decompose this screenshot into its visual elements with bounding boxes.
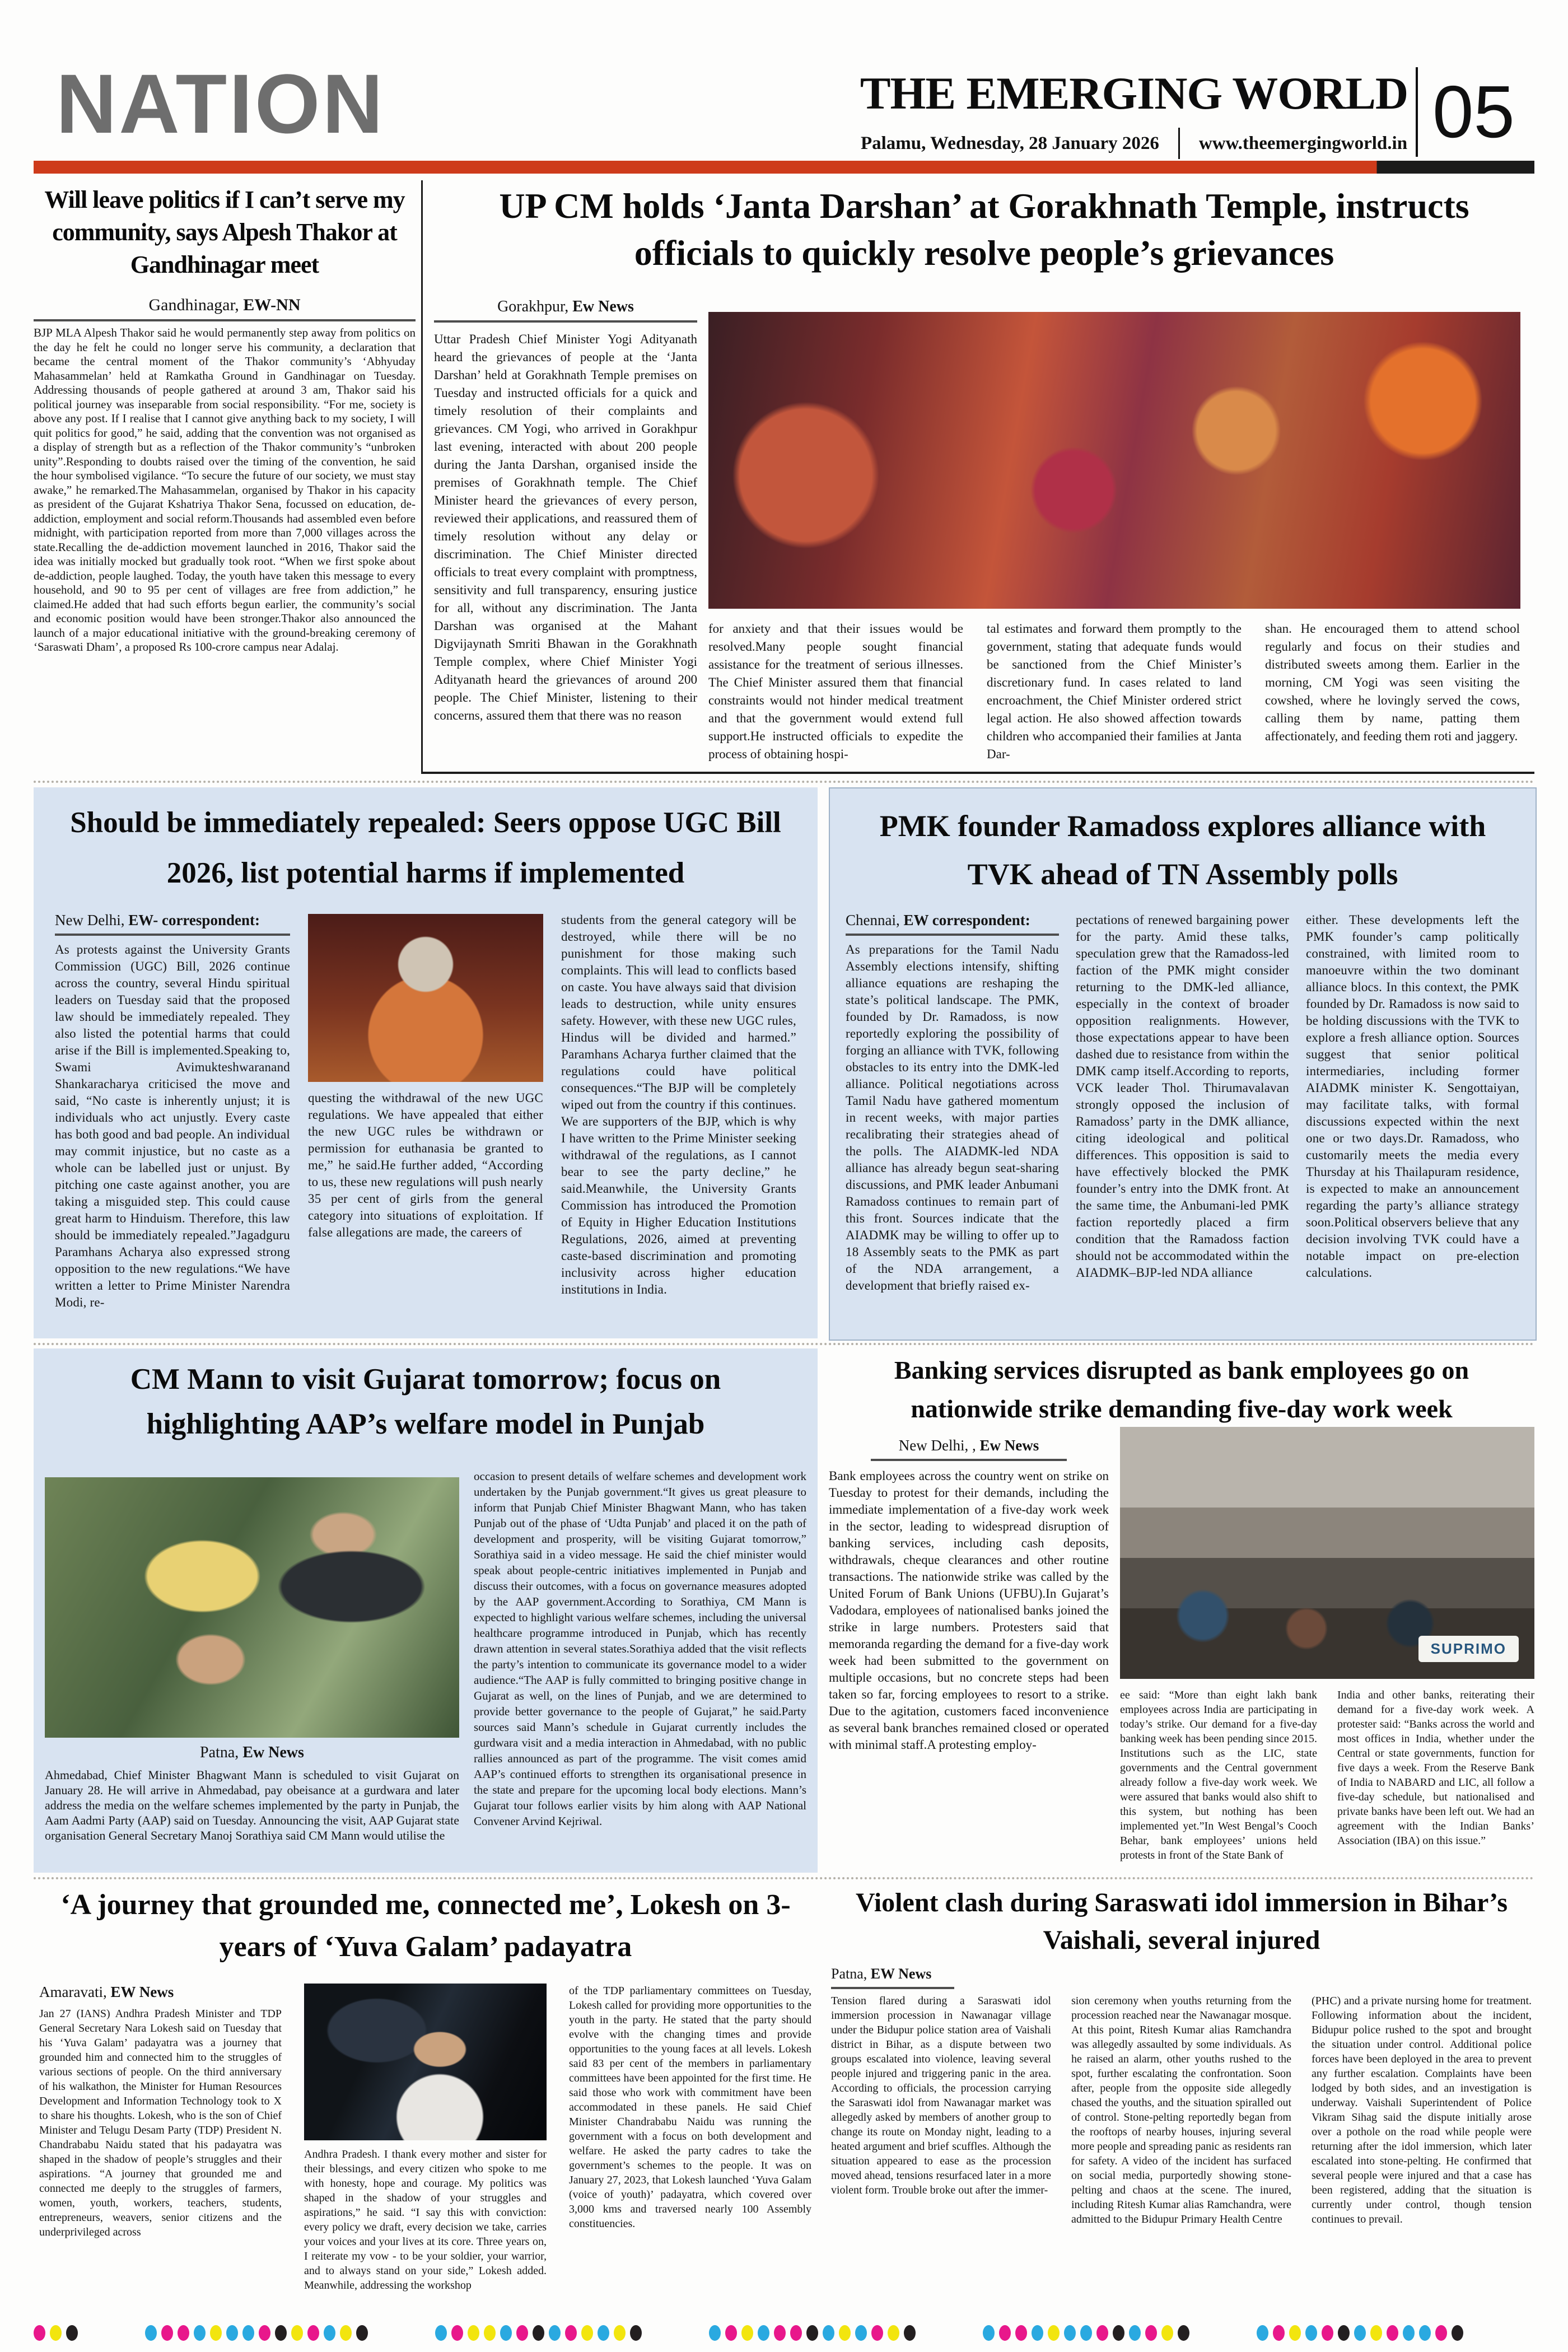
cmyk-dot-icon: [50, 2325, 62, 2341]
cmyk-dot-group: [709, 2325, 916, 2341]
cmyk-dot-icon: [516, 2325, 528, 2341]
cmyk-dot-icon: [790, 2325, 802, 2341]
cmyk-dot-group: [435, 2325, 642, 2341]
lokesh-col2-wrap: [304, 1984, 547, 2320]
clash-col2: sion ceremony when youths returning from the procession reached near the Nawanagar mosque. At this point, Ritesh Kumar alias Ramchandra was allegedly assaulted by some individuals. As he raised an alarm, other youths rushed to the spot, further escalating the confrontation. Soon after, people from the opposite side allegedly chased the youths, and the situation spiralled out of control. Stone-pelting reportedly began from the rooftops of nearby houses, injuring several more people and spreading panic as residents ran for safety. A video of the incident has surfaced on social media, purportedly showing stone-pelting and chaos at the scene. The inured, including Ritesh Kumar alias Ramchandra, were admitted to the Bidupur Primary Health Centre: [1071, 1995, 1291, 2225]
upcm-bottom-rule: [423, 772, 1534, 774]
lokesh-byline: Amaravati, EW News: [39, 1984, 174, 2000]
ugc-byline: New Delhi, EW- correspondent:: [55, 912, 260, 928]
pmk-col3: either. These developments left the PMK founder’s camp politically constrained, with limited room to manoeuvre within the two dominant alliance blocs. In this context, the PMK founded by Dr. Ramadoss is now said to be holding discussions with the TVK to explore a fresh alliance option. Sources suggest that senior political intermediaries, including former AIADMK minister K. Sengottaiyan, may facilitate talks, with formal discussions expected within the next one or two days.Dr. Ramadoss, who customarily meets the media every Thursday at his Thailapuram residence, is expected to make an announcement regarding the party’s alliance strategy soon.Political observers believe that any decision involving TVK could have a notable impact on pre-election calculations.: [1306, 913, 1519, 1280]
cmyk-dot-icon: [468, 2325, 479, 2341]
separator-dotted-1: [34, 781, 1534, 783]
cmyk-dot-icon: [500, 2325, 512, 2341]
upcm-byline-rule: [434, 320, 697, 323]
pmk-byline: Chennai, EW correspondent:: [846, 912, 1030, 928]
cmyk-dot-icon: [614, 2325, 626, 2341]
thakor-byline-rule: [34, 319, 416, 321]
cmyk-dot-icon: [451, 2325, 463, 2341]
cmyk-dot-icon: [1096, 2325, 1108, 2341]
upcm-headline: UP CM holds ‘Janta Darshan’ at Gorakhnath Temple, instructs officials to quickly resolve people’s grievances: [499, 186, 1469, 273]
header-accent-bar: [34, 161, 1534, 174]
upcm-col1: Uttar Pradesh Chief Minister Yogi Adityanath heard the grievances of people at the ‘Janta Darshan’ held at Gorakhnath Temple premises on Tuesday and instructed officials for a quick and timely resolution of their complaints and grievances. CM Yogi, who arrived in Gorakhpur last evening, interacted with about 200 people during the Janta Darshan, organised inside the premises of Gorakhnath temple. The Chief Minister heard the grievances of every person, reviewed their applications, and reassured them of timely resolution without any delay or discrimination. The Chief Minister directed officials to treat every complaint with promptness, sensitivity and full transparency, ensuring justice for all, without any discrimination. The Janta Darshan was organised at the Mahant Digvijaynath Smriti Bhawan in the Gorakhnath Temple complex, where Chief Minister Yogi Adityanath heard the grievances of around 200 people. The Chief Minister, listening to their concerns, assured them that there was no reason: [434, 332, 697, 722]
cmyk-dot-icon: [1387, 2325, 1398, 2341]
clash-headline: Violent clash during Saraswati idol immersion in Bihar’s Vaishali, several injured: [855, 1888, 1508, 1956]
cmyk-dot-icon: [435, 2325, 447, 2341]
cmyk-dot-icon: [1273, 2325, 1285, 2341]
clash-col1: Tension flared during a Saraswati idol immersion procession in Nawanagar village under the Bidupur police station area of Vaishali district in Bihar, as a dispute between two groups escalated into violence, leaving several people injured and triggering panic in the area. According to officials, the procession carrying the Saraswati idol from Nawanagar market was allegedly asked by members of another group to change its route on Monday night, leading to a heated argument and brief scuffles. Although the situation appeared to ease as the procession moved ahead, tensions resurfaced later in a more violent form. Trouble broke out after the immer-: [831, 1995, 1051, 2196]
ugc-col2: questing the withdrawal of the new UGC regulations. We have appealed that either the new UGC rules be withdrawn or permission for euthanasia be granted to me,” he said.He further added, “According to us, these new regulations will push nearly 35 per cent of girls from the general category into situations of exploitation. If false allegations are made, the careers of: [308, 1091, 543, 1239]
cmyk-dot-icon: [1305, 2325, 1317, 2341]
cmyk-dot-icon: [356, 2325, 368, 2341]
ugc-col1: As protests against the University Grants Commission (UGC) Bill, 2026 continue across the country, several Hindu spiritual leaders on Tuesday said that the proposed law should be immediately repealed. They also listed the potential harms that could arise if the Bill is implemented.Speaking to, Swami Avimukteshwaranand Shankaracharya criticised the move and said, “No caste is inherently unjust; it is individuals who act unjustly. Every caste has both good and bad people. An individual may commit injustice, but no caste as a whole can be labelled just or unjust. By pitching one caste against another, you are taking a misguided step. This could cause great harm to Hinduism. Therefore, this law should be immediately repealed.”Jagadguru Paramhans Acharya also expressed strong opposition to the new regulations.“We have written a letter to Prime Minister Narendra Modi, re-: [55, 942, 290, 1309]
article-pmk: [829, 787, 1537, 1341]
pmk-cols: [846, 912, 1520, 1320]
cmyk-dot-icon: [145, 2325, 157, 2341]
cmyk-dot-icon: [210, 2325, 222, 2341]
cmyk-dot-icon: [194, 2325, 206, 2341]
ugc-col2-wrap: [308, 912, 543, 1327]
page-number-block: [1416, 67, 1515, 157]
cmyk-dot-icon: [871, 2325, 883, 2341]
lokesh-headline: ‘A journey that grounded me, connected me’, Lokesh on 3-years of ‘Yuva Galam’ padayatra: [60, 1889, 791, 1963]
cmyk-dot-icon: [66, 2325, 78, 2341]
cmyk-dot-icon: [259, 2325, 270, 2341]
seer-photo: [308, 914, 543, 1082]
cmyk-dot-icon: [725, 2325, 737, 2341]
clash-col3: (PHC) and a private nursing home for treatment. Following information about the incident, Bidupur police rushed to the spot and brought the situation under control. Additional police forces have been deployed in the area to prevent any further escalation. Complaints have been lodged by both sides, and an investigation is underway. Vaishali Superintendent of Police Vikram Sihag said the dispute initially arose over a pothole on the road while people were returning after the idol immersion, which later escalated into stone-pelting. He confirmed that several people were injured and that a case has been registered, adding that the situation is currently under control, though tension continues to prevail.: [1312, 1995, 1532, 2225]
separator-dotted-2: [34, 1343, 1534, 1345]
cmyk-dot-icon: [741, 2325, 753, 2341]
thakor-body: BJP MLA Alpesh Thakor said he would permanently step away from politics on the day he felt he could no longer serve his community, a declaration that became the central moment of the Thakor community’s ‘Abhyuday Mahasammelan’ held at Ramkatha Ground in Gandhinagar on Tuesday. Addressing thousands of people gathered at around 3 am, Thakor said his political journey was inseparable from social responsibility. “For me, society is above any post. If I realise that I cannot give anything back to my society, I will quit politics for good,” he said, adding that the convention was not organised as a display of strength but as a reflection of the Thakor community’s “unbroken unity”.Responding to doubts raised over the timing of the convention, he said the hour symbolised vigilance. “To secure the future of our society, we must stay awake,” he remarked.The Mahasammelan, organised by Thakor in his capacity as president of the Gujarat Kshatriya Thakor Sena, focussed on education, de-addiction, employment and social reform.Thousands had assembled even before midnight, with participation reported from more than 7,000 villages across the state.Recalling the de-addiction movement launched in 2016, Thakor said the idea was initially mocked but gradually took root. “When we first spoke about de-addiction, people laughed. Today, the youth have taken this message to every household, and 90 to 95 per cent of villages are free from addiction,” he claimed.He added that had such efforts begun earlier, the community’s social and economic position would have been stronger.Thakor also announced the launch of a major educational initiative with the ground-breaking ceremony of ‘Saraswati Dham’, a proposed Rs 100-crore campus near Adalaj.: [34, 326, 416, 654]
article-thakor: [34, 180, 416, 775]
cmyk-dot-icon: [983, 2325, 995, 2341]
cmyk-dot-icon: [1113, 2325, 1124, 2341]
article-lokesh: [34, 1884, 818, 2324]
ugc-col1-wrap: [55, 912, 290, 1327]
separator-dotted-3: [34, 1877, 1534, 1879]
pmk-headline: PMK founder Ramadoss explores alliance with TVK ahead of TN Assembly polls: [879, 809, 1486, 892]
cmyk-dot-icon: [307, 2325, 319, 2341]
cmyk-dot-icon: [1064, 2325, 1076, 2341]
lokesh-col3: of the TDP parliamentary committees on Tuesday, Lokesh called for providing more opportunities to the youth in the party. He stated that the party should evolve with the changing times and provide opportunities to the young faces at all levels. Lokesh said 83 per cent of the members in parliamentary committees have been appointed for the first time. He said those who work with commitment have been accommodated in these panels. He said Chief Minister Chandrababu Naidu was running the government with a focus on both development and welfare. He asked the party cadres to take the government’s schemes to the people. It was on January 27, 2023, that Lokesh launched ‘Yuva Galam (voice of youth)’ padayatra, which covered over 3,000 kms and traversed nearly 100 Assembly constituencies.: [569, 1985, 811, 2230]
cmyk-dot-icon: [758, 2325, 769, 2341]
cmyk-dot-icon: [855, 2325, 867, 2341]
cmyk-dot-group: [1257, 2325, 1463, 2341]
cmyk-dot-icon: [1354, 2325, 1366, 2341]
footer-dots: [34, 2325, 1534, 2341]
clash-byline-rule: [831, 1987, 954, 1989]
pmk-byline-rule: [846, 934, 1059, 936]
cmyk-dot-icon: [904, 2325, 916, 2341]
cmyk-dot-icon: [291, 2325, 303, 2341]
article-ugc: [34, 787, 818, 1338]
janta-darshan-photo: [708, 312, 1520, 609]
lokesh-col1: Jan 27 (IANS) Andhra Pradesh Minister and TDP General Secretary Nara Lokesh said on Tuesday that his ‘Yuva Galam’ padayatra was a journey that grounded him and connected him to the struggles of various sections of people. On the third anniversary of his walkathon, the Minister for Human Resources Development and Information Technology took to X to share his thoughts. Lokesh, who is the son of Chief Minister and Telugu Desam Party (TDP) President N. Chandrababu Naidu stated that his padayatra was shaped in the shadow of people’s struggles and their aspirations. “A journey that grounded me and connected me deeply to the struggles of farmers, women, youth, workers, teachers, students, entrepreneurs, weavers, senior citizens and the underprivileged across: [39, 2008, 282, 2238]
banking-col2: ee said: “More than eight lakh bank employees across India are participating in today’s strike. Our demand for a five-day banking week has been pending since 2015. Institutions such as the LIC, state governments and the Central government already follow a five-day work week. We were assured that banks would also shift to this system, but nothing has been implemented yet.”In West Bengal’s Cooch Behar, bank employees’ unions held protests in front of the State Bank of: [1120, 1689, 1317, 1861]
upcm-col4: shan. He encouraged them to attend school regularly and focus on their studies and distributed sweets among them. Earlier in the morning, CM Yogi was seen visiting the cowshed, where he lovingly served the cows, calling them by name, patting them affectionately, and feeding them roti and jaggery.: [1265, 622, 1520, 743]
ugc-headline: Should be immediately repealed: Seers oppose UGC Bill 2026, list potential harms if implemented: [70, 806, 781, 890]
cmyk-dot-icon: [774, 2325, 786, 2341]
banking-lower-cols: [1120, 1688, 1534, 1870]
cmyk-dot-icon: [533, 2325, 544, 2341]
cmyk-dot-icon: [226, 2325, 238, 2341]
website-url: www.theemergingworld.in: [1198, 133, 1408, 153]
banking-byline: New Delhi, , Ew News: [898, 1437, 1039, 1454]
thakor-headline: Will leave politics if I can’t serve my community, says Alpesh Thakor at Gandhinagar meet: [44, 186, 405, 279]
pmk-col1-wrap: [846, 912, 1059, 1320]
cmyk-dot-icon: [275, 2325, 287, 2341]
ugc-byline-rule: [55, 934, 290, 936]
upcm-col3: tal estimates and forward them promptly to the government, stating that adequate funds would be sanctioned from the Chief Minister’s discretionary fund. In cases related to land encroachment, the Chief Minister ordered strict legal action. He also showed affection towards children who accompanied their families at Janta Dar-: [987, 622, 1242, 761]
cmyk-dot-icon: [598, 2325, 609, 2341]
cmyk-dot-icon: [630, 2325, 642, 2341]
cmyk-dot-icon: [806, 2325, 818, 2341]
cmyk-dot-icon: [709, 2325, 721, 2341]
cmyk-dot-icon: [242, 2325, 254, 2341]
bank-photo-sign: SUPRIMO: [1418, 1636, 1519, 1662]
banking-headline: Banking services disrupted as bank employees go on nationwide strike demanding five-day work week: [894, 1356, 1469, 1423]
cmyk-dot-icon: [999, 2325, 1011, 2341]
cmyk-dot-icon: [1015, 2325, 1027, 2341]
cmyk-dot-icon: [1370, 2325, 1382, 2341]
mann-photo: [45, 1477, 459, 1738]
cmyk-dot-icon: [1161, 2325, 1173, 2341]
cmyk-dot-group: [145, 2325, 368, 2341]
column-divider: [421, 180, 423, 774]
cmyk-dot-icon: [1435, 2325, 1447, 2341]
lokesh-col2: Andhra Pradesh. I thank every mother and sister for their blessings, and every citizen who spoke to me with honesty, hope and courage. My politics was shaped in the shadow of your struggles and aspirations,” he said. “I say this with conviction: every policy we draft, every decision we take, carries your voices and your lives at its core. Three years on, I reiterate my vow - to be your soldier, your warrior, and to always stand on your side,” Lokesh added. Meanwhile, addressing the workshop: [304, 2148, 547, 2292]
masthead-block: [857, 67, 1411, 159]
lokesh-col1-wrap: [39, 1984, 282, 2320]
banking-byline-rule: [871, 1459, 1067, 1461]
cmyk-dot-icon: [34, 2325, 45, 2341]
cmyk-dot-icon: [484, 2325, 496, 2341]
mann-col-right: occasion to present details of welfare schemes and development work undertaken by the Punjab government.“It gives us great pleasure to inform that Punjab Chief Minister Bhagwant Mann, who has taken Punjab out of the phase of ‘Udta Punjab’ and placed it on the path of development and prosperity, will be visiting Gujarat tomorrow,” Sorathiya said in a video message. He said the chief minister would speak about people-centric initiatives implemented in Punjab and discuss their outcomes, with a focus on governance measures adopted by the AAP government.According to Sorathiya, CM Mann is expected to highlight various welfare schemes, including the universal healthcare programme introduced in Punjab, which has recently drawn attention in several states.Sorathiya added that the visit reflects the party’s intention to communicate its governance model to a wider audience.“The AAP is fully committed to bringing positive change in Gujarat as well, on the lines of Punjab, and we are determined to provide better governance to the people of Gujarat,” he said.Party sources said Mann’s schedule in Gujarat currently includes the gurdwara visit and a media interaction in Ahmedabad, with no public rallies announced as part of the programme. The visit comes amid AAP’s continued efforts to strengthen its organisational presence in the state and prepare for the upcoming local body elections. Mann’s Gujarat tour follows earlier visits by him along with AAP National Convener Arvind Kejriwal.: [474, 1469, 806, 1828]
clash-cols: [831, 1994, 1532, 2318]
ugc-cols: [55, 912, 796, 1327]
cmyk-dot-icon: [1080, 2325, 1092, 2341]
cmyk-dot-icon: [340, 2325, 352, 2341]
cmyk-dot-icon: [178, 2325, 189, 2341]
thakor-byline: Gandhinagar, EW-NN: [148, 296, 301, 315]
bank-strike-photo: [1120, 1427, 1534, 1679]
upcm-col1-wrap: [434, 298, 697, 778]
pmk-col2: pectations of renewed bargaining power for the party. Amid these talks, speculation grew that the Ramadoss-led faction of the PMK might consider returning to the DMK-led alliance, especially in the context of broader opposition realignments. However, those expectations appear to have been dashed due to resistance from within the DMK camp itself.According to reports, VCK leader Thol. Thirumavalavan strongly opposed the inclusion of Ramadoss’ party in the DMK alliance, citing ideological and political differences. This opposition is said to have effectively blocked the PMK founder’s entry into the DMK front. At the same time, the Anbumani-led PMK faction reportedly placed a firm condition that the Ramadoss faction should not be accommodated within the AIADMK–BJP-led NDA alliance: [1076, 913, 1289, 1280]
cmyk-dot-icon: [1257, 2325, 1268, 2341]
article-clash: [829, 1884, 1534, 2324]
ugc-col3: students from the general category will be destroyed, while there will be no punishment for those making such complaints. This will lead to conflicts based on caste. You have always said that division leads to destruction, while unity ensures safety. However, with these new UGC rules, Hindus will be divided and harmed.” Paramhans Acharya further claimed that the regulations could have political consequences.“The BJP will be completely wiped out from the country if this continues. We are supporters of the BJP, which is why I have written to the Prime Minister seeking withdrawal of the regulations, as I cannot bear to see the party decline,” he said.Meanwhile, the University Grants Commission has introduced the Promotion of Equity in Higher Education Institutions Regulations, 2026, aimed at preventing caste-based discrimination and promoting inclusivity across higher education institutions in India.: [561, 913, 796, 1296]
mann-photo-credit: Patna, Ew News: [200, 1744, 304, 1761]
banking-col3: India and other banks, reiterating their demand for a five-day work week. A protester said: “Banks across the world and most offices in India, whether under the Central or state governments, function for five days a week. From the Reserve Bank of India to NABARD and LIC, all follow a five-day schedule, but nationalised and private banks have been left out. We had an agreement with the Indian Banks’ Association (IBA) on this issue.”: [1337, 1689, 1534, 1847]
cmyk-dot-icon: [888, 2325, 899, 2341]
article-upcm: [434, 180, 1534, 774]
cmyk-dot-group: [983, 2325, 1189, 2341]
cmyk-dot-icon: [1145, 2325, 1157, 2341]
masthead-title: THE EMERGING WORLD: [860, 68, 1408, 119]
cmyk-dot-icon: [1403, 2325, 1415, 2341]
article-banking: [829, 1348, 1534, 1873]
cmyk-dot-group: [34, 2325, 78, 2341]
cmyk-dot-icon: [1452, 2325, 1463, 2341]
banking-col1: Bank employees across the country went on strike on Tuesday to protest for their demands, including the immediate implementation of a five-day work week in the sector, leading to widespread disruption of banking services, including cash deposits, withdrawals, cheque clearances and other routine transactions. The nationwide strike was called by the United Forum of Bank Unions (UFBU).In Gujarat’s Vadodara, employees of nationalised banks joined the strike in large numbers. Protesters said that memoranda regarding the demand for a five-day work week had been submitted to the government on multiple occasions, but no concrete steps had been taken so far, forcing employees to resort to a strike. Due to the agitation, customers faced inconvenience as several bank branches remained closed or operated with minimal staff.A protesting employ-: [829, 1469, 1109, 1752]
cmyk-dot-icon: [1289, 2325, 1301, 2341]
cmyk-dot-icon: [1129, 2325, 1141, 2341]
cmyk-dot-icon: [1322, 2325, 1333, 2341]
cmyk-dot-icon: [1419, 2325, 1431, 2341]
lokesh-photo: [304, 1984, 547, 2140]
cmyk-dot-icon: [549, 2325, 561, 2341]
cmyk-dot-icon: [839, 2325, 851, 2341]
cmyk-dot-icon: [1338, 2325, 1350, 2341]
mann-col-below: Ahmedabad, Chief Minister Bhagwant Mann is scheduled to visit Gujarat on January 28. He will arrive in Ahmedabad, pay obeisance at a gurdwara and later address the media on the welfare schemes implemented by the party in Punjab, the Aam Aadmi Party (AAP) said on Tuesday. Announcing the visit, AAP Gujarat state organisation General Secretary Manoj Sorathiya said CM Mann would utilise the: [45, 1768, 459, 1842]
dateline-divider: [1178, 128, 1180, 159]
pmk-col1: As preparations for the Tamil Nadu Assembly elections intensify, shifting alliance equations are reshaping the state’s political landscape. The PMK, founded by Dr. Ramadoss, is now reportedly exploring the possibility of forging an alliance with TVK, following obstacles to its entry into the DMK-led alliance. Political negotiations across Tamil Nadu have gathered momentum in recent weeks, with major parties recalibrating their strategies ahead of the polls. The AIADMK-led NDA alliance has already begun seat-sharing discussions, and PMK leader Anbumani Ramadoss continues to remain part of this front. Sources indicate that the AIADMK may be willing to offer up to 18 Assembly seats to the PMK as part of the NDA arrangement, a development that briefly raised ex-: [846, 942, 1059, 1292]
banking-col1-wrap: [829, 1437, 1109, 1866]
cmyk-dot-icon: [161, 2325, 173, 2341]
cmyk-dot-icon: [324, 2325, 335, 2341]
cmyk-dot-icon: [1178, 2325, 1189, 2341]
lokesh-cols: [39, 1984, 812, 2320]
clash-byline: Patna, EW News: [831, 1966, 954, 1989]
cmyk-dot-icon: [1048, 2325, 1060, 2341]
upcm-lower-cols: [708, 620, 1520, 770]
article-mann: [34, 1348, 818, 1873]
section-title: NATION: [56, 57, 385, 151]
cmyk-dot-icon: [581, 2325, 593, 2341]
cmyk-dot-icon: [565, 2325, 577, 2341]
upcm-byline: Gorakhpur, Ew News: [497, 298, 634, 315]
cmyk-dot-icon: [1032, 2325, 1043, 2341]
upcm-col2: for anxiety and that their issues would be resolved.Many people sought financial assistance for the treatment of serious illnesses. The Chief Minister assured them that financial constraints would not hinder medical treatment and that the government would extend full support.He instructed officials to expedite the process of obtaining hospi-: [708, 622, 963, 761]
mann-headline: CM Mann to visit Gujarat tomorrow; focus on highlighting AAP’s welfare model in Punjab: [130, 1363, 721, 1440]
page-number: 05: [1432, 71, 1515, 153]
dateline: Palamu, Wednesday, 28 January 2026: [860, 133, 1159, 153]
cmyk-dot-icon: [823, 2325, 834, 2341]
